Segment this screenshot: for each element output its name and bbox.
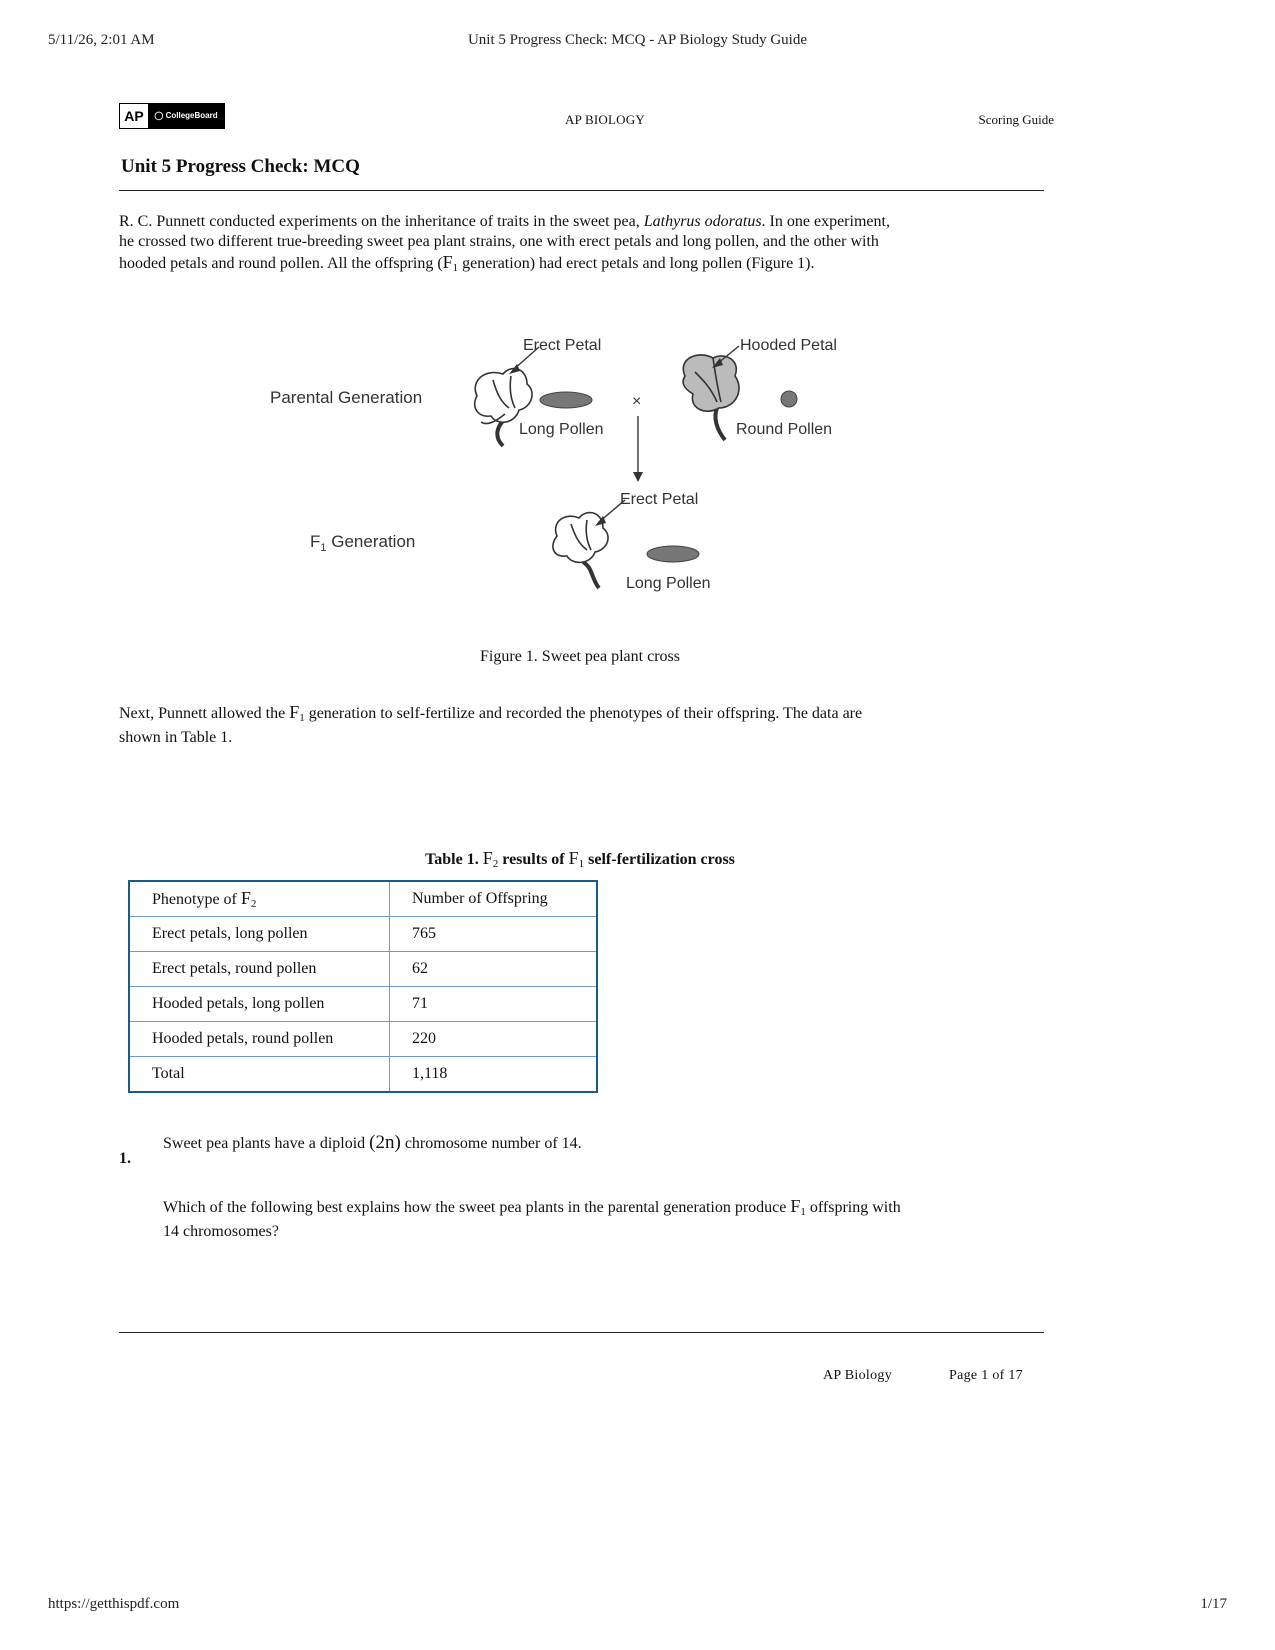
header-phenotype: Phenotype of $F_2$ [129,881,390,917]
print-footer [48,1596,1227,1618]
footer-page-number: Page 1 of 17 [949,1368,1023,1383]
footer-divider [119,1332,1044,1333]
table-header-row [129,881,597,917]
count-cell: 1,118 [390,1057,598,1093]
title-divider [119,190,1044,191]
erect-petal-label-f1: Erect Petal [620,491,699,508]
print-page-count: 1/17 [1200,1596,1227,1612]
unit-title: Unit 5 Progress Check: MCQ [121,156,360,177]
subject-label: AP BIOLOGY [565,112,645,127]
table-caption: Table 1. $F_2$ results of $F_1$ self-fertilization cross [425,848,735,870]
long-pollen-icon [540,392,592,408]
species-name: Lathyrus odoratus [643,213,762,230]
count-cell: 220 [390,1022,598,1057]
results-table [128,880,598,1093]
figure-caption: Figure 1. Sweet pea plant cross [480,648,680,665]
question-stem: Sweet pea plants have a diploid (2n) chromosome number of 14. [163,1132,582,1153]
diploid-math: (2n) [369,1132,401,1153]
count-cell: 765 [390,917,598,952]
print-page-title: Unit 5 Progress Check: MCQ - AP Biology Study Guide [467,32,808,48]
table-row [129,987,597,1022]
header-number-of-offspring: Number of Offspring [390,881,598,917]
round-pollen-label: Round Pollen [736,421,833,438]
phenotype-cell: Total [129,1057,390,1093]
count-cell: 62 [390,952,598,987]
f1-long-pollen-icon [647,546,699,562]
question-prompt: Which of the following best explains how the sweet pea plants in the parental generation produce $F_1$ offspring with 14 chromosomes? [163,1196,901,1240]
table-total-row [129,1057,597,1093]
table-row [129,917,597,952]
phenotype-cell: Hooded petals, long pollen [129,987,390,1022]
hooded-petal-flower-icon [683,355,739,440]
next-paragraph: Next, Punnett allowed the $F_1$ generation to self-fertilize and recorded the phenotypes of their offspring. The data are shown in Table 1. [119,702,863,746]
intro-paragraph: R. C. Punnett conducted experiments on the inheritance of traits in the sweet pea, Lathyrus odoratus. In one experiment, he crossed two different true-breeding sweet pea plant strains, one with erect petals and long pollen, and the other with hooded petals and round pollen. All the offspring ($F_1$ generation) had erect petals and long pollen (Figure 1). [119,213,890,274]
phenotype-cell: Erect petals, long pollen [129,917,390,952]
phenotype-cell: Erect petals, round pollen [129,952,390,987]
phenotype-cell: Hooded petals, round pollen [129,1022,390,1057]
footer-course: AP Biology [823,1368,892,1383]
long-pollen-label-parental: Long Pollen [519,421,604,438]
table-row [129,1022,597,1057]
count-cell: 71 [390,987,598,1022]
long-pollen-label-f1: Long Pollen [626,575,711,592]
scoring-guide-label: Scoring Guide [978,112,1054,127]
parental-generation-label: Parental Generation [270,388,423,407]
print-datetime: 5/11/26, 2:01 AM [48,32,155,48]
table-row [129,952,597,987]
print-header [48,32,1227,54]
collegeboard-logo-mark: ◯ CollegeBoard [148,104,224,128]
ap-logo-mark: AP [120,104,148,128]
f1-generation-label: $F_1$ Generation [310,532,416,554]
hooded-petal-label: Hooded Petal [740,337,837,354]
question-number: 1. [119,1150,131,1167]
print-url: https://getthispdf.com [48,1596,180,1612]
erect-petal-label-parental: Erect Petal [523,337,602,354]
cross-symbol: × [632,393,642,410]
round-pollen-icon [781,391,797,407]
sweet-pea-cross-figure [265,336,905,626]
